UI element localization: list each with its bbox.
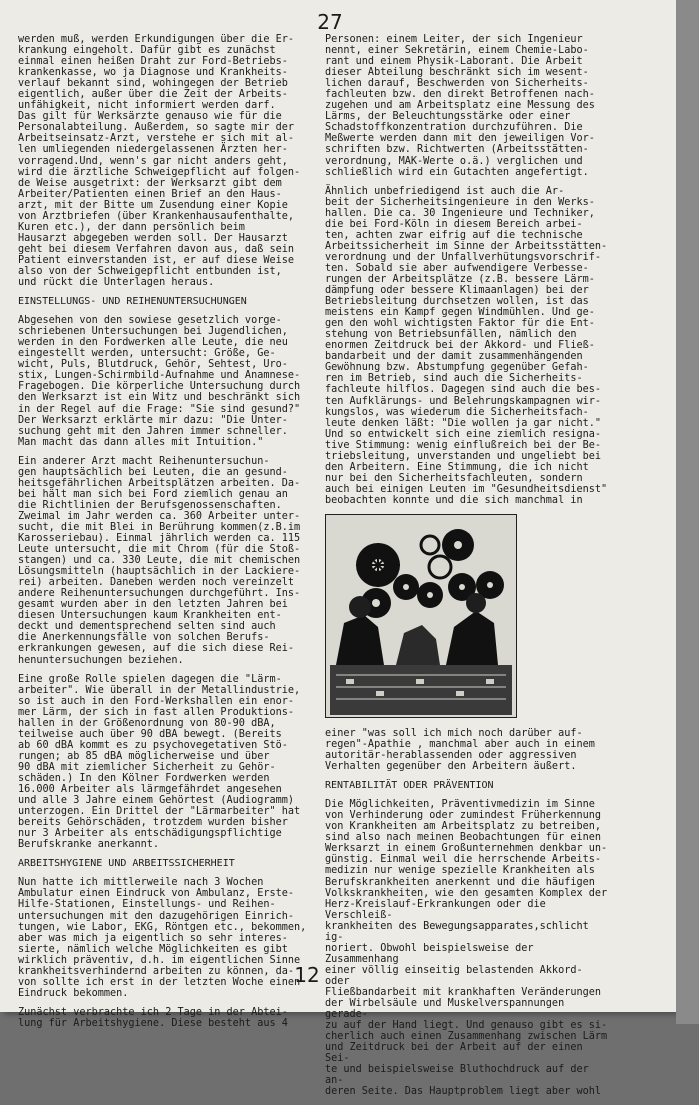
paragraph: Eine große Rolle spielen dagegen die "Lärm- arbeiter". Wie überall in der Metallindustrie, so ist auch in den Ford-Werkshallen ein enor- mer Lärm, der sich in fast allen Produktions- hallen in der Größenordnung von 80-90 dBA, teilweise auch über 90 dBA bewegt. (Bereits ab 60 dBA kommt es zu psychovegetativen Stö- rungen; ab 85 dBA möglicherweise und über 90 dBA mit ziemlicher Sicherheit zu Gehör- schäden.) In den Kölner Fordwerken werden 16.000 Arbeiter als lärmgefährdet angesehen und alle 3 Jahre einem Gehörtest (Audiogramm) unterzogen. Ein Drittel der "Lärmarbeiter" hat bereits Gehörschäden, trotzdem wurden bisher nur 3 Arbeiter als entschädigungspflichtige Berufskranke anerkannt. [18, 673, 301, 851]
handwritten-page-mark: 27 [317, 10, 343, 34]
paragraph: einer "was soll ich mich noch darüber auf- regen"-Apathie , manchmal aber auch in einem autoritär-herablassenden oder aggressiven Verhalten gegenüber den Arbeitern äußert. [325, 727, 595, 773]
left-column [18, 34, 308, 1037]
paragraph: Die Möglichkeiten, Präventivmedizin im Sinne von Verhinderung oder zumindest Früherkennung von Krankheiten am Arbeitsplatz zu betreiben, sind also nach meinen Beobachtungen für einen Werksarzt in einem Großunternehmen denkbar un- günstig. Einmal weil die herrschende Arbeits- medizin nur wenige spezielle Krankheiten als Berufskrankheiten anerkennt und die häufigen Volkskrankheiten, wie den gesamten Komplex der Herz-Kreislauf-Erkrankungen oder die Verschleiß- krankheiten des Bewegungsapparates,schlicht ig- noriert. Obwohl beispielsweise der Zusammenhang einer völlig einseitig belastenden Akkord- oder Fließbandarbeit mit krankhaften Veränderungen der Wirbelsäule und Muskelverspannungen gerade- zu auf der Hand liegt. Und genauso gibt es si- cherlich auch einen Zusammenhang zwischen Lärm und Zeitdruck bei der Arbeit auf der einen Sei- te und beispielsweise Bluthochdruck auf der an- deren Seite. Das Hauptproblem liegt aber wohl [325, 799, 608, 1098]
right-column [325, 34, 613, 1105]
paragraph: Ein anderer Arzt macht Reihenuntersuchun- gen hauptsächlich bei Leuten, die an gesund- heitsgefährlichen Arbeitsplätzen arbeiten. Da- bei hält man sich bei Ford ziemlich genau an die Richtlinien der Berufsgenossenschaften. Zweimal im Jahr werden ca. 360 Arbeiter unter- sucht, die mit Blei in Berührung kommen(z.B.im Karosseriebau). Einmal jährlich werden ca. 115 Leute untersucht, die mit Chrom (für die Stoß- stangen) und ca. 330 Leute, die mit chemischen Lösungsmitteln (hauptsächlich in der Lackiere- rei) arbeiten. Daneben werden noch vereinzelt andere Reihenuntersuchungen durchgeführt. Ins- gesamt wurden aber in den letzten Jahren bei diesen Untersuchungen kaum Krankheiten ent- deckt und dementsprechend selten sind auch die Anerkennungsfälle von solchen Berufs- erkrankungen gewesen, auf die sich diese Rei- henuntersuchungen beziehen. [18, 455, 301, 666]
paragraph: Ähnlich unbefriedigend ist auch die Ar- beit der Sicherheitsingenieure in den Werks- hallen. Die ca. 30 Ingenieure und Techniker, die bei Ford-Köln in diesem Bereich arbei- ten, achten zwar eifrig auf die technische Arbeitssicherheit im Sinne der Arbeitsstätten- verordnung und der Unfallverhütungsvorschrif- ten. Sobald sie aber aufwendigere Verbesse- rungen der Arbeitsplätze (z.B. bessere Lärm- dämpfung oder bessere Klimaanlagen) bei der Betriebsleitung durchsetzen wollen, ist das meistens ein Kampf gegen Windmühlen. Und ge- gen den wohl wichtigsten Faktor für die Ent- stehung von Betriebsunfällen, nämlich den enormen Zeitdruck bei der Akkord- und Fließ- bandarbeit und der damit zusammenhängenden Gewöhnung bzw. Abstumpfung gegenüber Gefah- ren im Betrieb, sind auch die Sicherheits- fachleute hilflos. Dagegen sind auch die bes- ten Aufklärungs- und Belehrungskampagnen wir- kungslos, was wiederum die Sicherheitsfach- leute denken läßt: "Die wollen ja gar nicht." Und so entwickelt sich eine ziemlich resigna- tive Stimmung: wenig einflußreich bei der Be- triebsleitung, unverstanden und ungeliebt bei den Arbeitern. Eine Stimmung, die ich nicht nur bei den Sicherheitsfachleuten, sondern auch bei einigen Leuten im "Gesundheitsdienst" beobachten konnte und die sich manchmal in [325, 185, 608, 506]
paragraph: werden muß, werden Erkundigungen über die Er- krankung eingeholt. Dafür gibt es zunächst einmal einen heißen Draht zur Ford-Betriebs- krankenkasse, wo ja Diagnose und Krankheits- verlauf bekannt sind, wohingegen der Betrieb eigentlich, außer über die Zeit der Arbeits- unfähigkeit, nicht informiert werden darf. Das gilt für Werksärzte genauso wie für die Personalabteilung. Außerdem, so sagte mir der Arbeitseinsatz-Arzt, verstehe er sich mit al- len umliegenden niedergelassenen Ärzten her- vorragend.Und, wenn's gar nicht anders geht, wird die ärztliche Schweigepflicht auf folgen- de Weise ausgetrixt: der Werksarzt gibt dem Arbeiter/Patienten einen Brief an den Haus- arzt, mit der Bitte um Zusendung einer Kopie von Arztbriefen (über Krankenhausaufenthalte, Kuren etc.), der dann persönlich beim Hausarzt abgegeben werden soll. Der Hausarzt geht bei diesem Verfahren davon aus, daß sein Patient einverstanden ist, er auf diese Weise also von der Schweigepflicht entbunden ist, und rückt die Unterlagen heraus. [18, 34, 301, 289]
section-heading: ARBEITSHYGIENE UND ARBEITSSICHERHEIT [18, 858, 235, 870]
right-column-top-text [325, 34, 613, 506]
illustration-graphic [326, 515, 516, 717]
section-heading: EINSTELLUNGS- UND REIHENUNTERSUCHUNGEN [18, 296, 247, 308]
paragraph: Nun hatte ich mittlerweile nach 3 Wochen Ambulatur einen Eindruck von Ambulanz, Erste- Hilfe-Stationen, Einstellungs- und Reihen- untersuchungen mit den dazugehörigen Einrich- tungen, wie Labor, EKG, Röntgen etc., bekommen, aber was mich ja eigentlich so sehr interes- sierte, nämlich welche Möglichkeiten es gibt wirklich präventiv, d.h. im eigentlichen Sinne krankheitsverhindernd arbeiten zu können, da- von sollte ich erst in der letzten Woche einen Eindruck bekommen. [18, 877, 307, 999]
scan-edge [676, 0, 699, 1024]
paragraph: Personen: einem Leiter, der sich Ingenieur nennt, einer Sekretärin, einem Chemie-Labo- rant und einem Physik-Laborant. Die Arbeit dieser Abteilung beschränkt sich im wesent- lichen darauf, Beschwerden von Sicherheits- fachleuten bzw. den direkt Betroffenen nach- zugehen und am Arbeitsplatz eine Messung des Lärms, der Beleuchtungsstärke oder einer Schadstoffkonzentration durchzuführen. Die Meßwerte werden dann mit den jeweiligen Vor- schriften bzw. Richtwerten (Arbeitsstätten- verordnung, MAK-Werte o.ä.) verglichen und schließlich wird ein Gutachten angefertigt. [325, 34, 595, 178]
page-number: 12 [294, 963, 320, 987]
section-heading: RENTABILITÄT ODER PRÄVENTION [325, 780, 494, 792]
paragraph: Abgesehen von den sowiese gesetzlich vorge- schriebenen Untersuchungen bei Jugendlichen, werden in den Fordwerken alle Leute, die neu eingestellt werden, untersucht: Größe, Ge- wicht, Puls, Blutdruck, Gehör, Sehtest, Uro- stix, Lungen-Schirmbild-Aufnahme und Anamnese- Fragebogen. Die körperliche Untersuchung durch den Werksarzt ist ein Witz und beschränkt sich in der Regel auf die Frage: "Sie sind gesund?" Der Werksarzt erklärte mir dazu: "Die Unter- suchung geht mit den Jahren immer schneller. Man macht das dann alles mit Intuition." [18, 315, 301, 448]
right-column-bottom-text [325, 728, 613, 1098]
paragraph: Zunächst verbrachte ich 2 Tage in der Abtei- lung für Arbeitshygiene. Diese besteht aus 4 [18, 1006, 288, 1029]
illustration-gears-workers [325, 514, 517, 718]
